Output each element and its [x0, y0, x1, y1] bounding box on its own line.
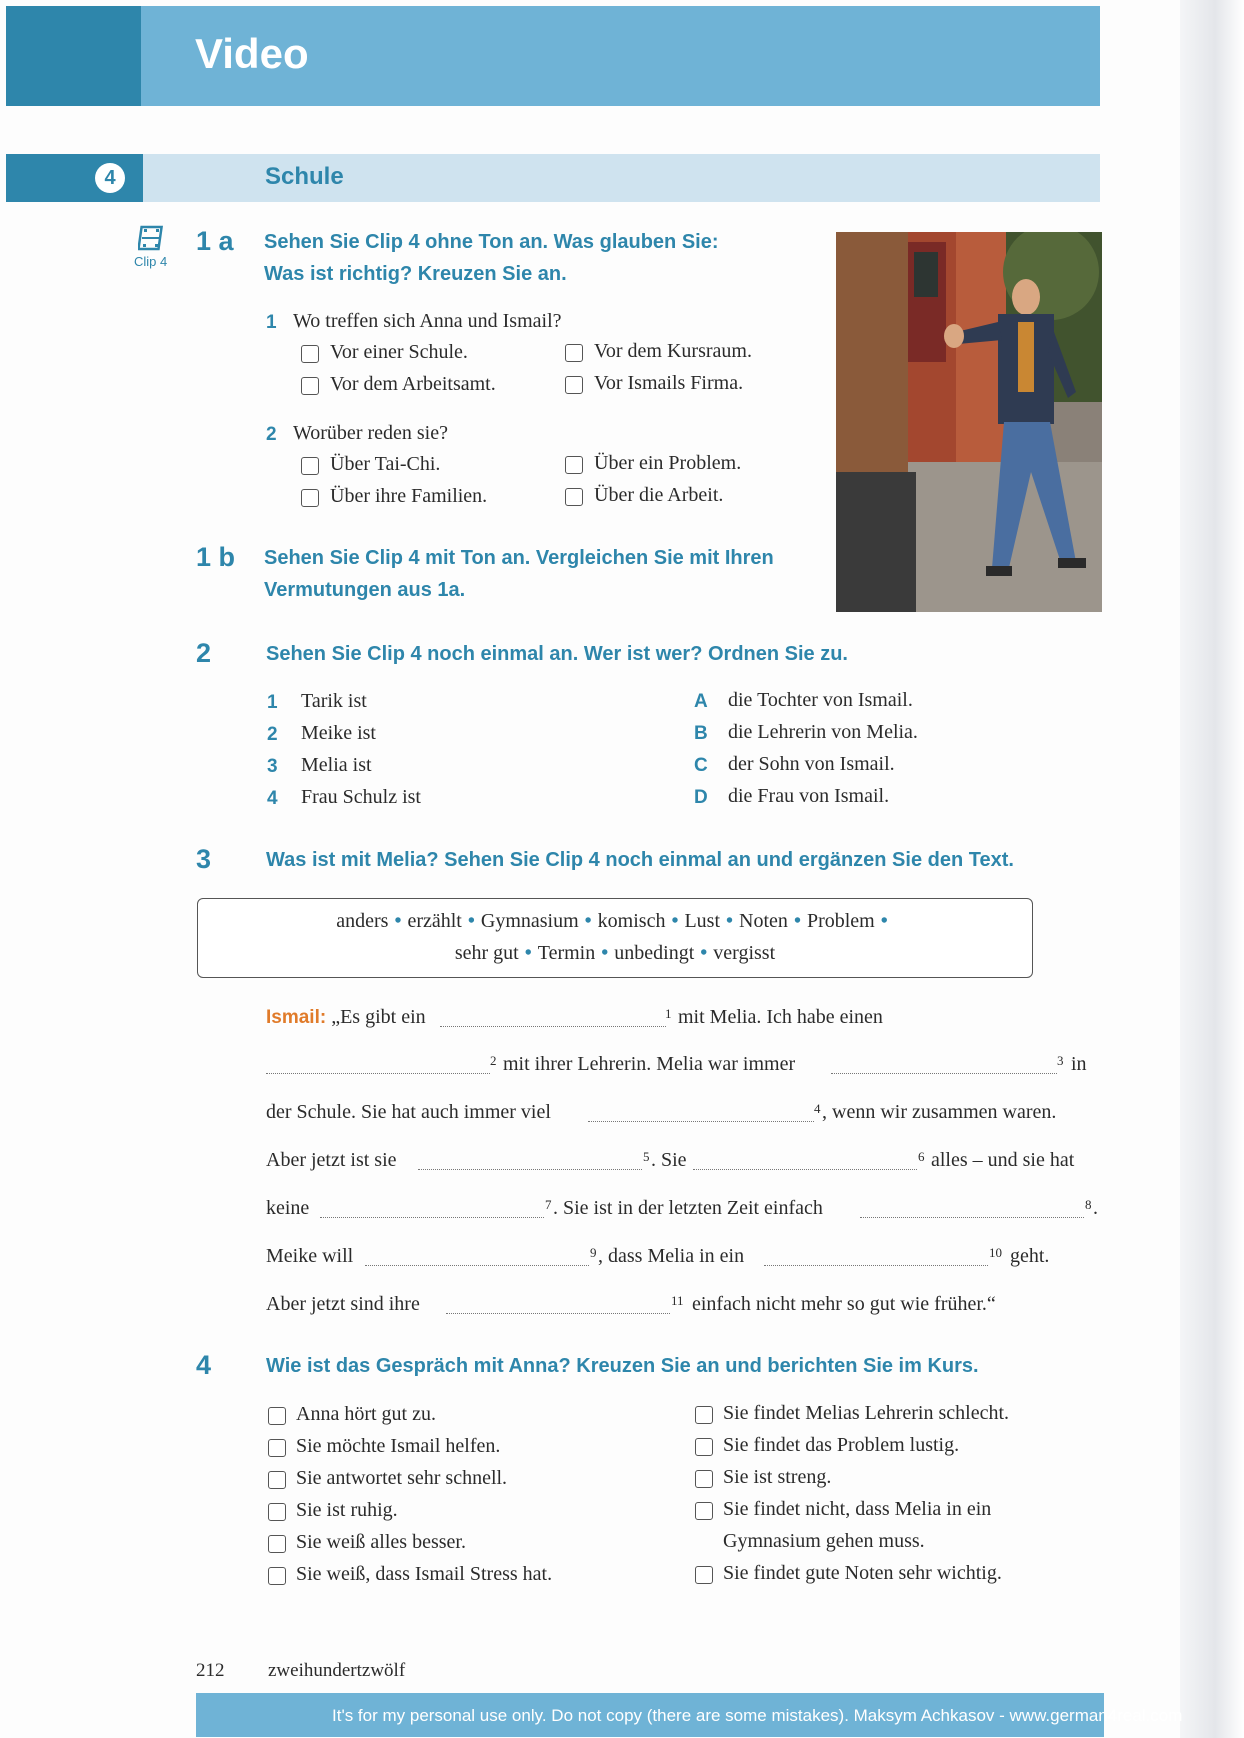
gap-7-field[interactable]	[320, 1217, 544, 1218]
text-segment: . Sie ist in der letzten Zeit einfach	[553, 1197, 823, 1219]
option-label: Sie findet gute Noten sehr wichtig.	[723, 1562, 1002, 1584]
exercise-4-number: 4	[196, 1350, 212, 1380]
bullet: •	[524, 942, 532, 964]
option-label: Sie findet nicht, dass Melia in ein	[723, 1498, 992, 1520]
gap-9-field[interactable]	[365, 1265, 589, 1266]
option-label: Sie findet Melias Lehrerin schlecht.	[723, 1402, 1010, 1424]
text-segment: der Schule. Sie hat auch immer viel	[266, 1101, 551, 1123]
exercise-1b-number: 1 b	[196, 542, 236, 572]
match-number: 3	[267, 756, 278, 777]
option-label: Sie ist streng.	[723, 1466, 832, 1488]
bullet: •	[671, 910, 679, 932]
exercise-1a-instruction	[264, 226, 719, 290]
instruction-line: Sehen Sie Clip 4 mit Ton an. Vergleichen Sie mit Ihren	[264, 547, 774, 569]
exercise-1b-instruction	[264, 542, 774, 606]
option-label: Anna hört gut zu.	[296, 1403, 436, 1425]
checkbox[interactable]	[695, 1502, 713, 1520]
gap-number: 4	[814, 1101, 821, 1116]
page-number-word: zweihundertzwölf	[268, 1660, 406, 1681]
instruction-line: Was ist richtig? Kreuzen Sie an.	[264, 263, 567, 285]
text-segment: geht.	[1010, 1245, 1050, 1267]
bullet: •	[880, 910, 888, 932]
gap-number: 8	[1085, 1197, 1092, 1212]
section-number: 4	[95, 163, 125, 193]
gap-number: 2	[490, 1053, 497, 1068]
text-segment: in	[1071, 1053, 1087, 1075]
option-label: Sie möchte Ismail helfen.	[296, 1435, 501, 1457]
match-left-text: Meike ist	[301, 722, 376, 744]
gap-number: 9	[590, 1245, 597, 1260]
checkbox[interactable]	[268, 1503, 286, 1521]
word: erzählt	[407, 910, 462, 932]
checkbox[interactable]	[565, 376, 583, 394]
word: Noten	[739, 910, 788, 932]
checkbox[interactable]	[268, 1439, 286, 1457]
word: Problem	[806, 910, 875, 932]
exercise-1a-number: 1 a	[196, 226, 234, 256]
checkbox[interactable]	[301, 377, 319, 395]
bullet: •	[394, 910, 402, 932]
bullet: •	[700, 942, 708, 964]
word-row	[198, 910, 1032, 933]
text-segment: einfach nicht mehr so gut wie früher.“	[692, 1293, 996, 1315]
match-left-text: Tarik ist	[301, 690, 367, 712]
exercise-3-instruction: Was ist mit Melia? Sehen Sie Clip 4 noch einmal an und ergänzen Sie den Text.	[266, 849, 1014, 871]
question-text: Wo treffen sich Anna und Ismail?	[293, 310, 562, 332]
text-segment: .	[1093, 1197, 1098, 1219]
exercise-3-number: 3	[196, 844, 212, 874]
header-bar	[6, 6, 1100, 106]
option-label-continued: Gymnasium gehen muss.	[723, 1530, 925, 1552]
option-label: Sie antwortet sehr schnell.	[296, 1467, 508, 1489]
match-right-text: die Frau von Ismail.	[728, 785, 890, 807]
bullet: •	[726, 910, 734, 932]
gap-3-field[interactable]	[831, 1073, 1057, 1074]
option-label: Sie weiß alles besser.	[296, 1531, 466, 1553]
watermark-text: It's for my personal use only. Do not copy (there are some mistakes). Maksym Achkasov - www.german4real.com	[332, 1706, 1183, 1725]
word: Gymnasium	[480, 910, 579, 932]
bullet: •	[584, 910, 592, 932]
gap-1-field[interactable]	[440, 1026, 666, 1027]
checkbox[interactable]	[565, 456, 583, 474]
bullet: •	[793, 910, 801, 932]
option-label: Sie findet das Problem lustig.	[723, 1434, 960, 1456]
option-label: Über die Arbeit.	[594, 484, 724, 506]
bullet: •	[601, 942, 609, 964]
text-segment: mit ihrer Lehrerin. Melia war immer	[503, 1053, 796, 1075]
checkbox[interactable]	[301, 457, 319, 475]
text-segment: Aber jetzt sind ihre	[266, 1293, 420, 1315]
option-label: Über ihre Familien.	[330, 485, 488, 507]
match-right-text: der Sohn von Ismail.	[728, 753, 895, 775]
word-row	[198, 942, 1032, 965]
gap-11-field[interactable]	[446, 1313, 670, 1314]
option-label: Vor Ismails Firma.	[594, 372, 744, 394]
match-letter: D	[694, 787, 708, 808]
word: anders	[336, 910, 389, 932]
gap-number: 7	[545, 1197, 552, 1212]
match-letter: B	[694, 723, 708, 744]
question-number: 1	[266, 312, 277, 333]
checkbox[interactable]	[695, 1566, 713, 1584]
section-title: Schule	[265, 163, 344, 190]
gap-number: 3	[1057, 1053, 1064, 1068]
word-box	[197, 898, 1033, 978]
instruction-line: Vermutungen aus 1a.	[264, 579, 466, 601]
text-segment: Meike will	[266, 1245, 354, 1267]
gap-2-field[interactable]	[266, 1073, 490, 1074]
checkbox[interactable]	[301, 345, 319, 363]
word: sehr gut	[454, 942, 519, 964]
text-segment: mit Melia. Ich habe einen	[678, 1006, 883, 1028]
option-label: Sie weiß, dass Ismail Stress hat.	[296, 1563, 553, 1585]
option-label: Über Tai-Chi.	[330, 453, 441, 475]
scene-photo	[836, 232, 1102, 612]
text-segment: alles – und sie hat	[931, 1149, 1075, 1171]
checkbox[interactable]	[301, 489, 319, 507]
option-label: Sie ist ruhig.	[296, 1499, 398, 1521]
header-accent	[6, 6, 141, 106]
match-number: 2	[267, 724, 278, 745]
match-letter: C	[694, 755, 708, 776]
word: komisch	[597, 910, 666, 932]
match-left-text: Melia ist	[301, 754, 372, 776]
text-line-1-start	[266, 1006, 426, 1029]
text-segment: „Es gibt ein	[331, 1006, 426, 1028]
page-title: Video	[195, 30, 309, 77]
checkbox[interactable]	[695, 1438, 713, 1456]
gap-number: 1	[665, 1006, 672, 1021]
match-right-text: die Tochter von Ismail.	[728, 689, 913, 711]
gap-5-field[interactable]	[418, 1169, 642, 1170]
checkbox[interactable]	[695, 1470, 713, 1488]
word: vergisst	[713, 942, 776, 964]
film-icon	[138, 224, 168, 252]
text-segment: . Sie	[651, 1149, 687, 1171]
option-label: Vor einer Schule.	[330, 341, 468, 363]
clip-label: Clip 4	[134, 254, 168, 269]
checkbox[interactable]	[565, 344, 583, 362]
gap-number: 10	[989, 1245, 1002, 1260]
exercise-2-instruction: Sehen Sie Clip 4 noch einmal an. Wer ist wer? Ordnen Sie zu.	[266, 643, 848, 665]
gap-4-field[interactable]	[588, 1121, 814, 1122]
instruction-line: Sehen Sie Clip 4 ohne Ton an. Was glauben Sie:	[264, 231, 719, 253]
text-segment: Aber jetzt ist sie	[266, 1149, 397, 1171]
page-number: 212	[196, 1660, 225, 1681]
option-label: Über ein Problem.	[594, 452, 742, 474]
match-number: 1	[267, 692, 278, 713]
match-letter: A	[694, 691, 708, 712]
gap-8-field[interactable]	[860, 1217, 1084, 1218]
match-left-text: Frau Schulz ist	[301, 786, 421, 808]
checkbox[interactable]	[268, 1567, 286, 1585]
checkbox[interactable]	[695, 1406, 713, 1424]
text-segment: , dass Melia in ein	[598, 1245, 745, 1267]
word: Lust	[684, 910, 721, 932]
page-spine-shadow	[1180, 0, 1244, 1738]
checkbox[interactable]	[268, 1535, 286, 1553]
speaker-label: Ismail:	[266, 1007, 327, 1028]
checkbox[interactable]	[268, 1407, 286, 1425]
section-bar	[6, 154, 1100, 202]
text-segment: keine	[266, 1197, 310, 1219]
question-number: 2	[266, 424, 277, 445]
exercise-2-number: 2	[196, 638, 212, 668]
option-label: Vor dem Kursraum.	[594, 340, 752, 362]
bullet: •	[467, 910, 475, 932]
word: Termin	[537, 942, 596, 964]
match-right-text: die Lehrerin von Melia.	[728, 721, 918, 743]
gap-number: 6	[918, 1149, 925, 1164]
word: unbedingt	[614, 942, 695, 964]
question-text: Worüber reden sie?	[293, 422, 448, 444]
gap-number: 11	[671, 1293, 684, 1308]
text-segment: , wenn wir zusammen waren.	[822, 1101, 1057, 1123]
match-number: 4	[267, 788, 278, 809]
gap-number: 5	[643, 1149, 650, 1164]
exercise-4-instruction: Wie ist das Gespräch mit Anna? Kreuzen Sie an und berichten Sie im Kurs.	[266, 1355, 979, 1377]
gap-10-field[interactable]	[764, 1265, 988, 1266]
option-label: Vor dem Arbeitsamt.	[330, 373, 496, 395]
checkbox[interactable]	[565, 488, 583, 506]
gap-6-field[interactable]	[693, 1169, 917, 1170]
checkbox[interactable]	[268, 1471, 286, 1489]
